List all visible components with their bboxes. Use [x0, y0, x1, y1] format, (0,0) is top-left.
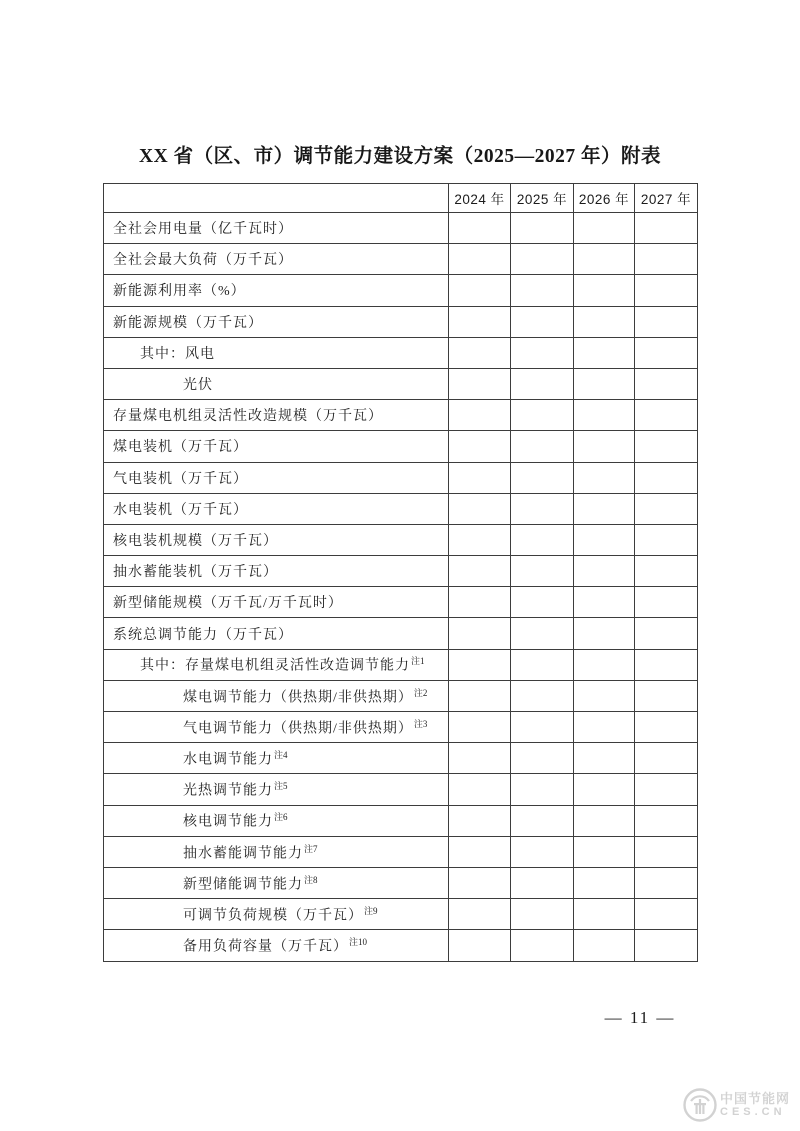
- value-cell-2026: [574, 774, 635, 805]
- table-row: [104, 275, 698, 306]
- value-cell-2026: [574, 213, 635, 244]
- page-title: XX 省（区、市）调节能力建设方案（2025—2027 年）附表: [139, 146, 661, 167]
- note-superscript: 注3: [413, 718, 428, 729]
- value-cell-2026: [574, 337, 635, 368]
- value-cell-2027: [635, 743, 698, 774]
- row-label-cell: [104, 400, 449, 431]
- row-label-cell: [104, 743, 449, 774]
- value-cell-2025: [511, 275, 574, 306]
- value-cell-2024: [449, 244, 511, 275]
- value-cell-2026: [574, 836, 635, 867]
- value-cell-2025: [511, 649, 574, 680]
- value-cell-2027: [635, 587, 698, 618]
- value-cell-2027: [635, 368, 698, 399]
- value-cell-2026: [574, 244, 635, 275]
- row-label: 可调节负荷规模（万千瓦）: [183, 908, 363, 924]
- value-cell-2024: [449, 556, 511, 587]
- value-cell-2027: [635, 930, 698, 961]
- value-cell-2024: [449, 462, 511, 493]
- value-cell-2024: [449, 680, 511, 711]
- row-label-cell: [104, 431, 449, 462]
- value-cell-2025: [511, 400, 574, 431]
- value-cell-2024: [449, 493, 511, 524]
- value-cell-2024: [449, 618, 511, 649]
- note-superscript: 注5: [274, 781, 288, 792]
- value-cell-2027: [635, 431, 698, 462]
- row-label-cell: [104, 213, 449, 244]
- table-row: [104, 712, 698, 743]
- value-cell-2027: [635, 805, 698, 836]
- table-row: [104, 743, 698, 774]
- value-cell-2025: [511, 743, 574, 774]
- value-cell-2025: [511, 899, 574, 930]
- value-cell-2027: [635, 462, 698, 493]
- value-cell-2026: [574, 462, 635, 493]
- table-row: [104, 867, 698, 898]
- value-cell-2024: [449, 275, 511, 306]
- value-cell-2025: [511, 431, 574, 462]
- year-header-2025: 2025 年: [511, 184, 574, 213]
- value-cell-2024: [449, 774, 511, 805]
- value-cell-2025: [511, 712, 574, 743]
- row-label: 煤电装机（万千瓦）: [113, 440, 248, 456]
- value-cell-2024: [449, 368, 511, 399]
- table-row: [104, 524, 698, 555]
- row-label-cell: [104, 306, 449, 337]
- row-label: 备用负荷容量（万千瓦）: [183, 939, 348, 955]
- table-body: [104, 213, 698, 962]
- row-label: 存量煤电机组灵活性改造规模（万千瓦）: [113, 409, 383, 425]
- value-cell-2027: [635, 867, 698, 898]
- note-superscript: 注6: [274, 812, 288, 823]
- value-cell-2025: [511, 836, 574, 867]
- value-cell-2026: [574, 524, 635, 555]
- note-superscript: 注8: [304, 874, 318, 885]
- row-label: 其中：存量煤电机组灵活性改造调节能力: [140, 659, 410, 675]
- row-label: 新型储能调节能力: [183, 877, 303, 893]
- row-label-cell: [104, 930, 449, 961]
- row-label-cell: [104, 867, 449, 898]
- value-cell-2026: [574, 867, 635, 898]
- row-label-cell: [104, 680, 449, 711]
- value-cell-2024: [449, 524, 511, 555]
- row-label: 光伏: [183, 378, 213, 394]
- page-number: — 11 —: [604, 1008, 676, 1027]
- value-cell-2027: [635, 275, 698, 306]
- table-row: [104, 431, 698, 462]
- header-row: [104, 184, 698, 213]
- value-cell-2026: [574, 431, 635, 462]
- row-label-cell: [104, 524, 449, 555]
- value-cell-2026: [574, 400, 635, 431]
- value-cell-2025: [511, 680, 574, 711]
- value-cell-2025: [511, 462, 574, 493]
- table-row: [104, 836, 698, 867]
- row-label: 核电调节能力: [183, 814, 273, 830]
- table-row: [104, 649, 698, 680]
- row-label: 煤电调节能力（供热期/非供热期）: [183, 690, 413, 706]
- value-cell-2027: [635, 493, 698, 524]
- value-cell-2026: [574, 649, 635, 680]
- value-cell-2027: [635, 836, 698, 867]
- value-cell-2026: [574, 680, 635, 711]
- value-cell-2027: [635, 306, 698, 337]
- year-header-2024: 2024 年: [449, 184, 511, 213]
- value-cell-2024: [449, 213, 511, 244]
- value-cell-2024: [449, 867, 511, 898]
- value-cell-2025: [511, 493, 574, 524]
- value-cell-2026: [574, 368, 635, 399]
- row-label-cell: [104, 337, 449, 368]
- row-label: 气电调节能力（供热期/非供热期）: [183, 721, 413, 737]
- row-label: 系统总调节能力（万千瓦）: [113, 627, 293, 643]
- value-cell-2024: [449, 431, 511, 462]
- value-cell-2026: [574, 275, 635, 306]
- row-label: 抽水蓄能装机（万千瓦）: [113, 565, 278, 581]
- table-row: [104, 930, 698, 961]
- watermark-site-url: CES.CN: [720, 1106, 786, 1118]
- value-cell-2025: [511, 306, 574, 337]
- row-label-cell: [104, 587, 449, 618]
- table-row: [104, 556, 698, 587]
- value-cell-2025: [511, 213, 574, 244]
- value-cell-2026: [574, 493, 635, 524]
- table-row: [104, 805, 698, 836]
- row-label-cell: [104, 244, 449, 275]
- table-row: [104, 493, 698, 524]
- value-cell-2025: [511, 556, 574, 587]
- value-cell-2024: [449, 337, 511, 368]
- value-cell-2027: [635, 899, 698, 930]
- row-label: 新能源利用率（%）: [113, 284, 246, 300]
- value-cell-2024: [449, 712, 511, 743]
- note-superscript: 注10: [349, 937, 368, 948]
- value-cell-2027: [635, 400, 698, 431]
- value-cell-2024: [449, 899, 511, 930]
- table-row: [104, 368, 698, 399]
- value-cell-2025: [511, 244, 574, 275]
- value-cell-2026: [574, 899, 635, 930]
- value-cell-2025: [511, 587, 574, 618]
- value-cell-2026: [574, 930, 635, 961]
- row-label: 核电装机规模（万千瓦）: [113, 533, 278, 549]
- corner-cell: [104, 184, 449, 213]
- value-cell-2024: [449, 306, 511, 337]
- row-label: 抽水蓄能调节能力: [183, 846, 303, 862]
- table-row: [104, 306, 698, 337]
- value-cell-2025: [511, 524, 574, 555]
- value-cell-2027: [635, 680, 698, 711]
- value-cell-2027: [635, 556, 698, 587]
- value-cell-2024: [449, 400, 511, 431]
- row-label: 全社会用电量（亿千瓦时）: [113, 222, 293, 238]
- value-cell-2025: [511, 337, 574, 368]
- row-label: 全社会最大负荷（万千瓦）: [113, 253, 293, 269]
- table-row: [104, 618, 698, 649]
- table-header: [104, 184, 698, 213]
- value-cell-2024: [449, 587, 511, 618]
- value-cell-2024: [449, 805, 511, 836]
- value-cell-2027: [635, 213, 698, 244]
- row-label-cell: [104, 368, 449, 399]
- row-label: 新型储能规模（万千瓦/万千瓦时）: [113, 596, 343, 612]
- note-superscript: 注1: [411, 656, 425, 667]
- value-cell-2025: [511, 618, 574, 649]
- value-cell-2024: [449, 649, 511, 680]
- value-cell-2025: [511, 774, 574, 805]
- row-label-cell: [104, 712, 449, 743]
- ces-logo-icon: [683, 1088, 717, 1122]
- row-label: 气电装机（万千瓦）: [113, 471, 248, 487]
- value-cell-2026: [574, 306, 635, 337]
- table-row: [104, 587, 698, 618]
- value-cell-2026: [574, 556, 635, 587]
- value-cell-2025: [511, 368, 574, 399]
- row-label-cell: [104, 805, 449, 836]
- watermark-text: [720, 1092, 790, 1118]
- note-superscript: 注4: [274, 749, 288, 760]
- row-label: 其中：风电: [140, 346, 215, 362]
- value-cell-2027: [635, 649, 698, 680]
- row-label: 水电调节能力: [183, 752, 273, 768]
- row-label-cell: [104, 649, 449, 680]
- value-cell-2027: [635, 618, 698, 649]
- value-cell-2025: [511, 930, 574, 961]
- watermark: [683, 1088, 790, 1122]
- value-cell-2024: [449, 836, 511, 867]
- row-label-cell: [104, 493, 449, 524]
- value-cell-2027: [635, 244, 698, 275]
- value-cell-2026: [574, 712, 635, 743]
- value-cell-2027: [635, 524, 698, 555]
- value-cell-2027: [635, 337, 698, 368]
- row-label-cell: [104, 618, 449, 649]
- table-row: [104, 244, 698, 275]
- row-label: 水电装机（万千瓦）: [113, 502, 248, 518]
- watermark-site-name: 中国节能网: [720, 1091, 791, 1106]
- table-row: [104, 774, 698, 805]
- row-label-cell: [104, 836, 449, 867]
- row-label-cell: [104, 556, 449, 587]
- value-cell-2027: [635, 712, 698, 743]
- table-row: [104, 462, 698, 493]
- row-label-cell: [104, 899, 449, 930]
- row-label: 光热调节能力: [183, 783, 273, 799]
- table-row: [104, 899, 698, 930]
- year-header-2027: 2027 年: [635, 184, 698, 213]
- adjustment-capacity-table: [103, 183, 698, 962]
- table-row: [104, 680, 698, 711]
- table-row: [104, 400, 698, 431]
- value-cell-2026: [574, 618, 635, 649]
- value-cell-2026: [574, 805, 635, 836]
- value-cell-2024: [449, 930, 511, 961]
- note-superscript: 注9: [364, 905, 378, 916]
- row-label-cell: [104, 774, 449, 805]
- row-label-cell: [104, 275, 449, 306]
- note-superscript: 注7: [304, 843, 318, 854]
- value-cell-2024: [449, 743, 511, 774]
- table-row: [104, 337, 698, 368]
- value-cell-2025: [511, 805, 574, 836]
- row-label: 新能源规模（万千瓦）: [113, 315, 263, 331]
- year-header-2026: 2026 年: [574, 184, 635, 213]
- value-cell-2027: [635, 774, 698, 805]
- value-cell-2025: [511, 867, 574, 898]
- value-cell-2026: [574, 587, 635, 618]
- table-row: [104, 213, 698, 244]
- note-superscript: 注2: [413, 687, 428, 698]
- value-cell-2026: [574, 743, 635, 774]
- row-label-cell: [104, 462, 449, 493]
